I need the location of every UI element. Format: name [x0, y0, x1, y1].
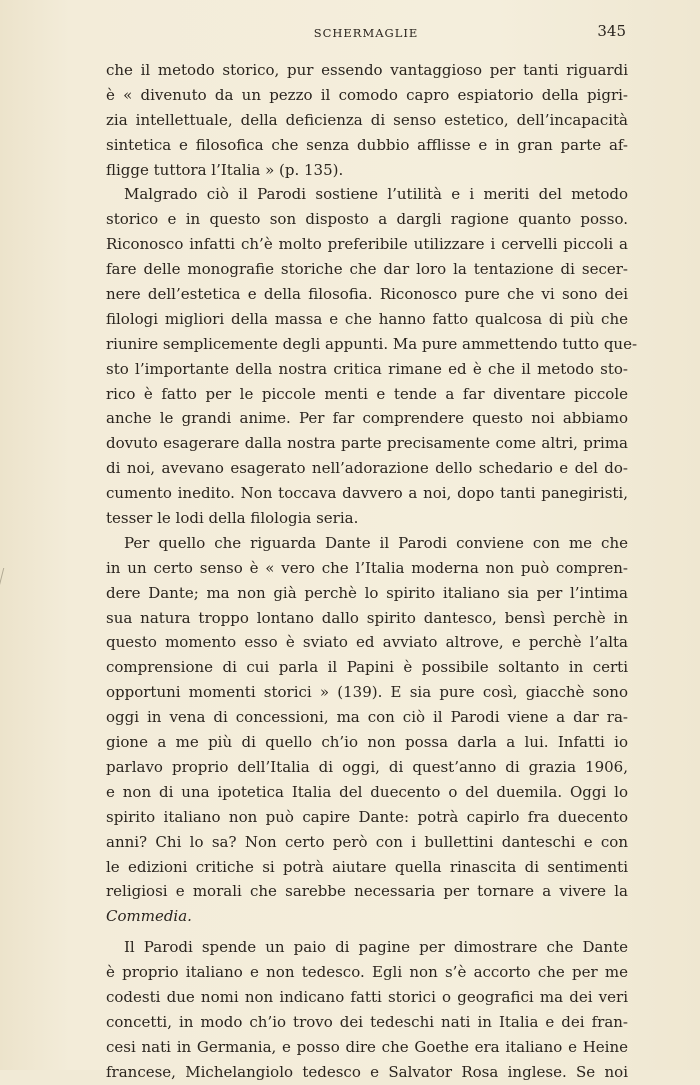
text-line: filologi migliori della massa e che hanno fatto qualcosa di più che [106, 309, 628, 328]
text-line: fare delle monografie storiche che dar loro la tentazione di secer- [106, 260, 628, 279]
text-line: dere Dante; ma non già perchè lo spirito italiano sia per l’intima [106, 583, 628, 602]
body-text [106, 58, 638, 1085]
text-line: opportuni momenti storici » (139). E sia pure così, giacchè sono [106, 683, 628, 702]
text-line: sto l’importante della nostra critica rimane ed è che il metodo sto- [106, 359, 628, 378]
text-line: cumento inedito. Non toccava davvero a noi, dopo tanti panegiristi, [106, 484, 628, 503]
text-line: comprensione di cui parla il Papini è possibile soltanto in certi [106, 658, 628, 677]
page-header [106, 22, 626, 42]
text-line: fligge tuttora l’Italia » (p. 135). [106, 160, 344, 179]
text-line: le edizioni critiche si potrà aiutare quella rinascita di sentimenti [106, 857, 628, 876]
text-line: anche le grandi anime. Per far comprendere questo noi abbiamo [106, 409, 628, 428]
text-line: concetti, in modo ch’io trovo dei tedeschi nati in Italia e dei fran- [106, 1012, 628, 1031]
text-line: francese, Michelangiolo tedesco e Salvator Rosa inglese. Se noi [106, 1062, 628, 1081]
text-line: Commedia. [106, 907, 192, 926]
text-line: anni? Chi lo sa? Non certo però con i bullettini danteschi e con [106, 832, 628, 851]
text-line: codesti due nomi non indicano fatti storici o geografici ma dei veri [106, 987, 628, 1006]
text-line: che il metodo storico, pur essendo vantaggioso per tanti riguardi [106, 61, 628, 79]
text-line: Malgrado ciò il Parodi sostiene l’utilità e i meriti del metodo [124, 185, 628, 204]
running-head: SCHERMAGLIE [313, 26, 419, 40]
text-line: Per quello che riguarda Dante il Parodi conviene con me che [124, 533, 628, 552]
page-number: 345 [597, 22, 626, 40]
text-line: gione a me più di quello ch’io non possa darla a lui. Infatti io [106, 733, 628, 752]
text-line: Il Parodi spende un paio di pagine per dimostrare che Dante [124, 938, 628, 957]
text-line: di noi, avevano esagerato nell’adorazione dello schedario e del do- [106, 459, 628, 478]
text-line: oggi in vena di concessioni, ma con ciò il Parodi viene a dar ra- [106, 708, 628, 727]
text-line: storico e in questo son disposto a dargli ragione quanto posso. [106, 210, 628, 229]
text-line: è « divenuto da un pezzo il comodo capro espiatorio della pigri- [106, 85, 628, 104]
text-line: parlavo proprio dell’Italia di oggi, di quest’anno di grazia 1906, [106, 757, 628, 776]
text-line: riunire semplicemente degli appunti. Ma pure ammettendo tutto que- [106, 334, 638, 353]
text-line: nere dell’estetica e della filosofia. Riconosco pure che vi sono dei [106, 285, 628, 304]
text-line: è proprio italiano e non tedesco. Egli non s’è accorto che per me [106, 963, 628, 982]
text-line: sintetica e filosofica che senza dubbio afflisse e in gran parte af- [106, 135, 628, 154]
text-line: rico è fatto per le piccole menti e tende a far diventare piccole [106, 384, 628, 403]
text-line: in un certo senso è « vero che l’Italia moderna non può compren- [106, 558, 628, 577]
text-line: spirito italiano non può capire Dante: potrà capirlo fra duecento [106, 807, 628, 826]
text-line: zia intellettuale, della deficienza di senso estetico, dell’incapacità [106, 110, 628, 129]
text-line: sua natura troppo lontano dallo spirito dantesco, bensì perchè in [106, 608, 628, 627]
text-line: tesser le lodi della filologia seria. [106, 509, 359, 528]
text-line: dovuto esagerare dalla nostra parte precisamente come altri, prima [106, 434, 628, 453]
text-line: questo momento esso è sviato ed avviato altrove, e perchè l’alta [106, 633, 628, 652]
margin-mark [0, 568, 12, 594]
text-line: e non di una ipotetica Italia del duecento o del duemila. Oggi lo [106, 782, 628, 801]
text-line: religiosi e morali che sarebbe necessaria per tornare a vivere la [106, 882, 628, 901]
text-line: Riconosco infatti ch’è molto preferibile utilizzare i cervelli piccoli a [106, 235, 628, 254]
text-line: cesi nati in Germania, e posso dire che Goethe era italiano e Heine [106, 1037, 628, 1056]
